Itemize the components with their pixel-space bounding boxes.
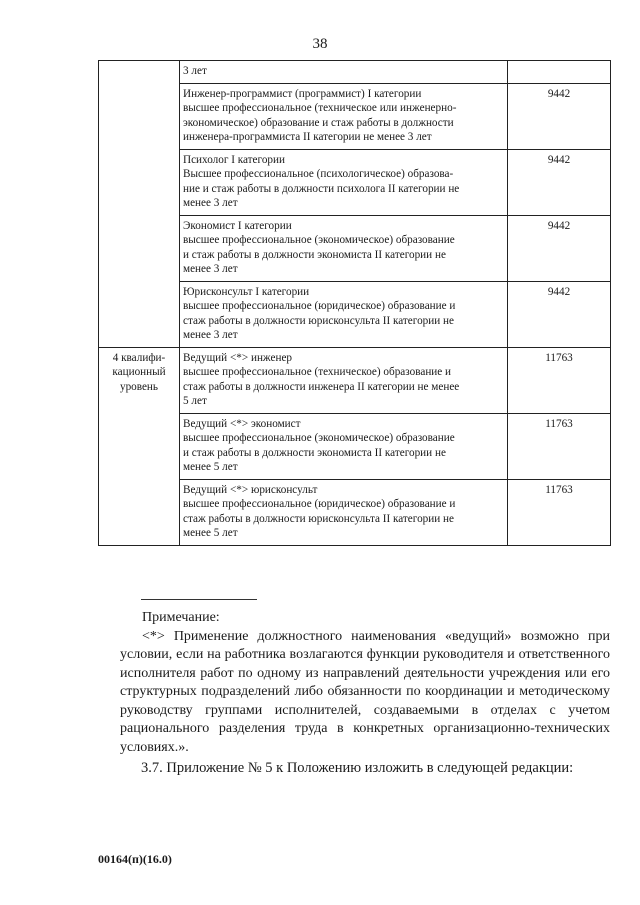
position-text-line: менее 5 лет	[183, 527, 238, 539]
position-text-line: ние и стаж работы в должности психолога II категории не	[183, 182, 460, 195]
position-text-line: высшее профессиональное (техническое) образование и	[183, 366, 452, 378]
position-text-line: инженера-программиста II категории не менее 3 лет	[183, 131, 432, 143]
level-text-line: кационный	[112, 366, 166, 378]
level-cell	[99, 61, 180, 348]
position-title: Ведущий <*> экономист	[183, 417, 301, 430]
salary-cell: 11763	[508, 479, 611, 545]
footnote-body: <*> Применение должностного наименования «ведущий» возможно при условии, если на работника возлагаются функции руководителя и ответственного исполнителя работ по одному из направлений деятельности учреждения или его структурных подразделений либо обязанности по координации и методическому руководству группами исполнителей, создаваемыми в отделах с учетом рационального разделения труда в конкретных организационно-технических условиях.».	[120, 628, 610, 755]
salary-cell: 9442	[508, 281, 611, 347]
position-title: Психолог I категории	[183, 153, 285, 166]
position-text-line: Высшее профессиональное (психологическое) образова-	[183, 168, 454, 180]
position-title: Инженер-программист (программист) I категории	[183, 87, 422, 100]
position-cell	[180, 149, 508, 215]
position-text-line: высшее профессиональное (экономическое) образование	[183, 234, 455, 246]
salary-cell: 9442	[508, 83, 611, 149]
position-cell	[180, 83, 508, 149]
page-number: 38	[312, 36, 328, 52]
position-text-line: менее 3 лет	[183, 197, 238, 209]
level-text-line: 4 квалифи-	[112, 351, 166, 364]
salary-cell: 9442	[508, 149, 611, 215]
position-cell	[180, 215, 508, 281]
position-text-line: высшее профессиональное (юридическое) образование и	[183, 300, 456, 312]
position-cell	[180, 413, 508, 479]
position-text-line: стаж работы в должности юрисконсульта II категории не	[183, 512, 454, 525]
position-text-line: высшее профессиональное (техническое или инженерно-	[183, 102, 457, 114]
position-cell	[180, 61, 508, 84]
position-text-line: высшее профессиональное (юридическое) образование и	[183, 498, 456, 510]
position-text-line: менее 3 лет	[183, 329, 238, 341]
clause-text: 3.7. Приложение № 5 к Положению изложить в следующей редакции:	[141, 760, 574, 776]
salary-cell: 9442	[508, 215, 611, 281]
position-text-line: высшее профессиональное (экономическое) образование	[183, 432, 455, 444]
level-cell	[99, 347, 180, 545]
position-title: Юрисконсульт I категории	[183, 285, 310, 298]
position-text-line: менее 3 лет	[183, 263, 238, 275]
footnote	[120, 609, 610, 757]
position-text-line: и стаж работы в должности экономиста II категории не	[183, 248, 446, 261]
table-row	[99, 347, 611, 413]
position-cell	[180, 479, 508, 545]
position-cell	[180, 347, 508, 413]
positions-table	[98, 60, 611, 546]
position-title: Экономист I категории	[183, 219, 292, 232]
position-text-line: экономическое) образование и стаж работы в должности	[183, 116, 454, 129]
salary-cell: 11763	[508, 347, 611, 413]
table-row	[99, 61, 611, 84]
document-code: 00164(п)(16.0)	[98, 852, 172, 866]
position-cell	[180, 281, 508, 347]
salary-cell	[508, 61, 611, 84]
footnote-separator	[141, 599, 257, 600]
level-text-line: уровень	[119, 380, 159, 393]
footnote-heading: Примечание:	[142, 610, 220, 625]
position-text-line: и стаж работы в должности экономиста II категории не	[183, 446, 446, 459]
position-text-line: 3 лет	[183, 65, 207, 77]
position-text-line: 5 лет	[183, 395, 207, 407]
position-title: Ведущий <*> инженер	[183, 351, 293, 364]
position-text-line: стаж работы в должности юрисконсульта II категории не	[183, 314, 454, 327]
salary-cell: 11763	[508, 413, 611, 479]
position-title: Ведущий <*> юрисконсульт	[183, 483, 318, 496]
position-text-line: стаж работы в должности инженера II категории не менее	[183, 380, 460, 393]
position-text-line: менее 5 лет	[183, 461, 238, 473]
